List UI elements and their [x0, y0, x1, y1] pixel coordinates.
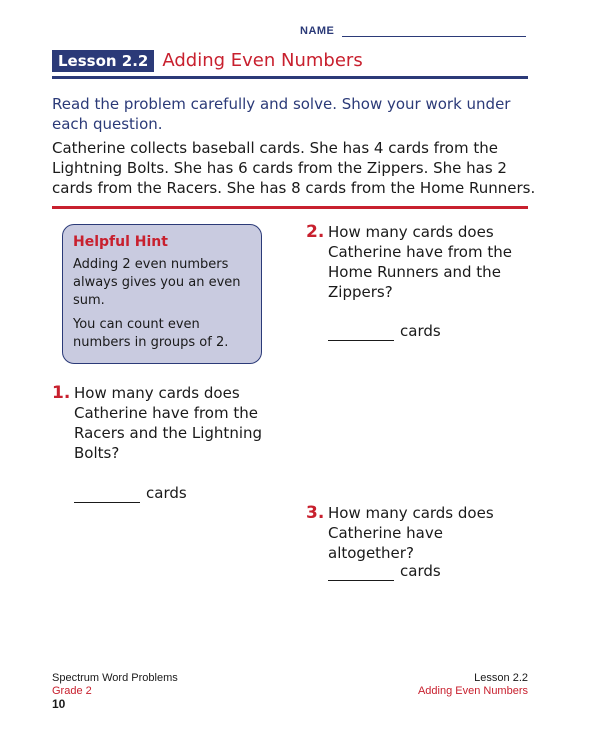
answer-unit: cards	[400, 322, 441, 340]
answer-blank[interactable]	[74, 487, 140, 503]
answer-blank[interactable]	[328, 325, 394, 341]
instructions: Read the problem carefully and solve. Show your work under each question.	[52, 95, 511, 133]
footer-left	[52, 672, 178, 711]
problem-divider	[52, 206, 528, 209]
lesson-title: Adding Even Numbers	[162, 50, 363, 71]
header-divider	[52, 76, 528, 79]
hint-title: Helpful Hint	[73, 234, 168, 250]
answer-blank[interactable]	[328, 565, 394, 581]
question-number: 3.	[306, 503, 325, 523]
footer-lesson-title: Adding Even Numbers	[417, 685, 528, 697]
name-field	[300, 25, 530, 41]
answer-unit: cards	[146, 484, 187, 502]
footer-right	[418, 672, 528, 698]
answer-row	[328, 321, 441, 341]
question-number: 2.	[306, 222, 325, 242]
helpful-hint-box	[62, 224, 262, 364]
footer-grade: Grade 2	[52, 685, 92, 697]
answer-unit: cards	[400, 562, 441, 580]
question-text: How many cards does Catherine have altogether?	[328, 504, 494, 562]
question-text: How many cards does Catherine have from the Racers and the Lightning Bolts?	[74, 384, 263, 462]
question-2	[306, 222, 546, 362]
problem-statement: Catherine collects baseball cards. She has 4 cards from the Lightning Bolts. She has 6 cards from the Zippers. She has 2 cards from the Racers. She has 8 cards from the Home Runners.	[52, 139, 536, 197]
lesson-header	[52, 50, 363, 72]
answer-row	[328, 561, 441, 581]
question-number: 1.	[52, 383, 71, 403]
lesson-badge: Lesson 2.2	[52, 50, 154, 72]
page-number: 10	[52, 697, 66, 711]
footer-book-title: Spectrum Word Problems	[52, 672, 178, 684]
footer-lesson: Lesson 2.2	[474, 672, 528, 684]
question-text: How many cards does Catherine have from the Home Runners and the Zippers?	[328, 223, 512, 301]
hint-text-2: You can count even numbers in groups of 2.	[73, 317, 229, 350]
hint-text-1: Adding 2 even numbers always gives you an even sum.	[73, 257, 241, 308]
name-label: NAME	[300, 25, 335, 37]
answer-row	[74, 483, 187, 503]
question-1	[52, 383, 292, 523]
question-3	[306, 503, 546, 593]
name-line[interactable]	[342, 36, 526, 37]
